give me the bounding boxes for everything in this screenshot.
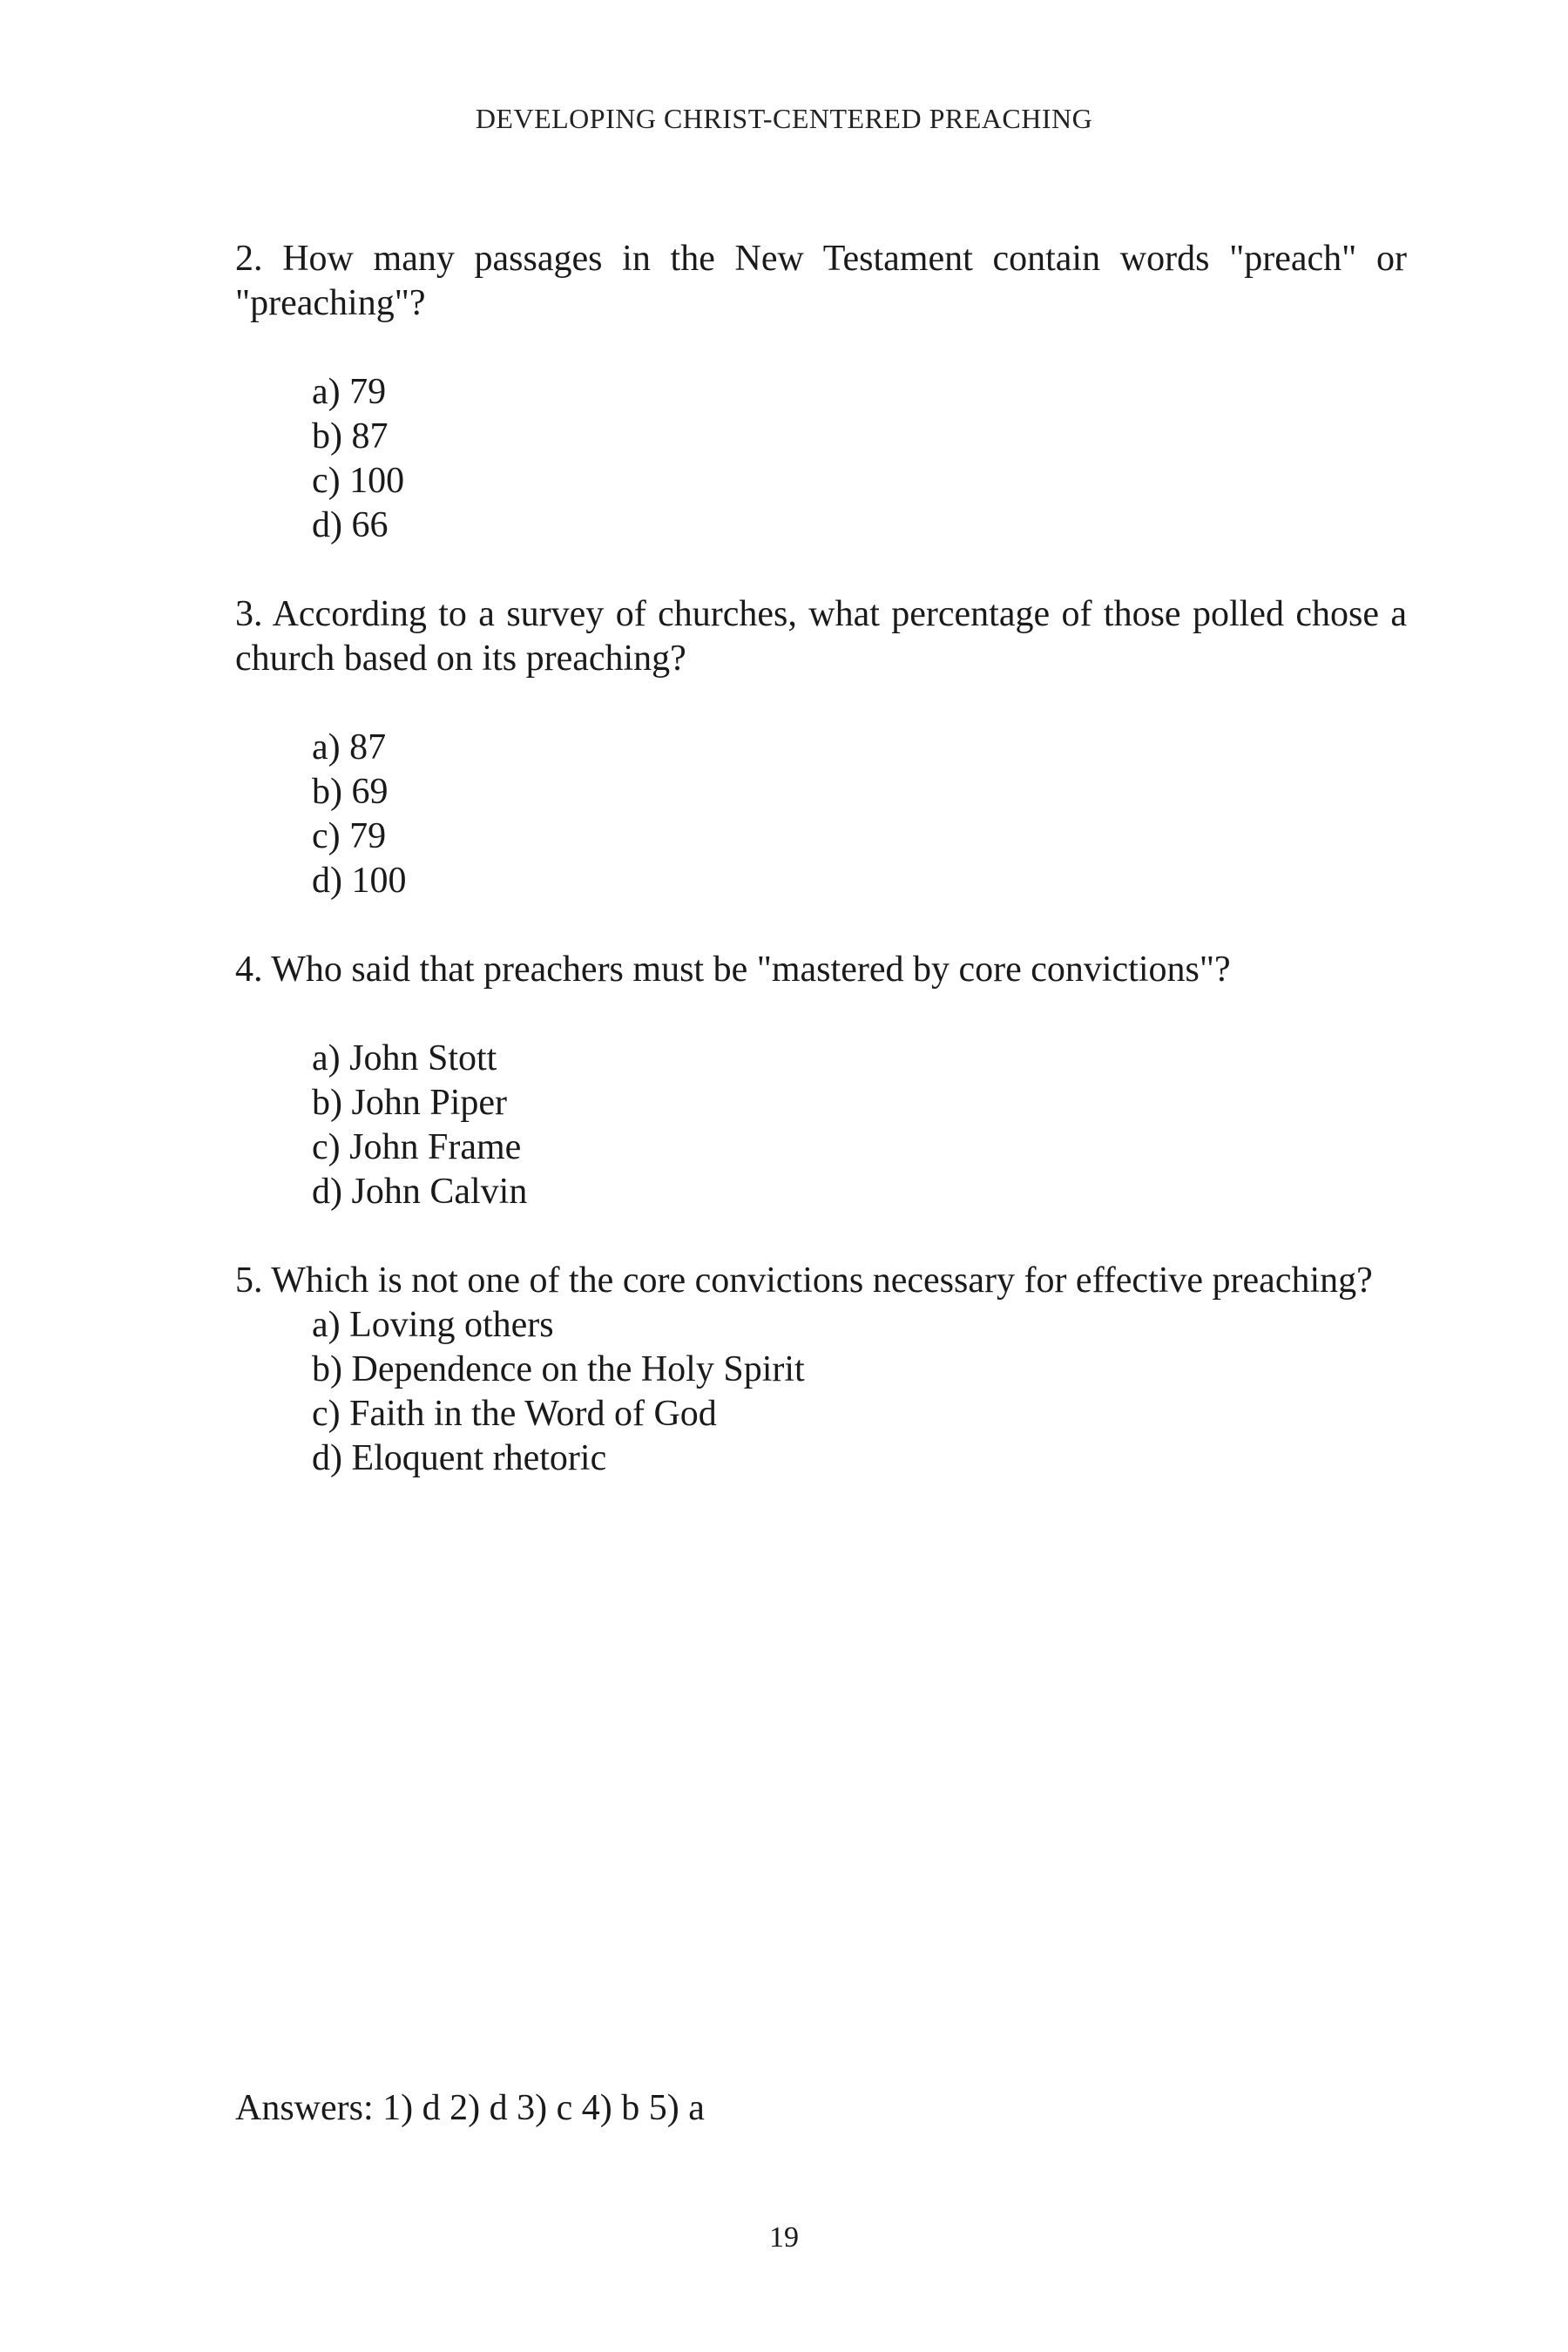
option-3c: c) 79 [312, 816, 387, 856]
question-4: 4. Who said that preachers must be "mastered by core convictions"? [235, 950, 1231, 990]
option-4b: b) John Piper [312, 1083, 507, 1123]
quiz-content [235, 237, 1407, 1525]
option-5b: b) Dependence on the Holy Spirit [312, 1349, 805, 1389]
option-2b: b) 87 [312, 416, 389, 456]
option-5a: a) Loving others [312, 1305, 554, 1345]
option-2a: a) 79 [312, 372, 387, 412]
option-4a: a) John Stott [312, 1038, 497, 1078]
question-5: 5. Which is not one of the core convictions necessary for effective preaching? [235, 1260, 1373, 1301]
option-5c: c) Faith in the Word of God [312, 1394, 717, 1434]
question-2: 2. How many passages in the New Testament contain words "preach" or "preaching"? [235, 239, 1407, 323]
option-3a: a) 87 [312, 727, 387, 767]
option-2d: d) 66 [312, 505, 389, 545]
option-2c: c) 100 [312, 461, 405, 501]
option-5d: d) Eloquent rhetoric [312, 1438, 607, 1478]
question-4-options [235, 1037, 1407, 1214]
question-3-options [235, 726, 1407, 903]
running-header: DEVELOPING CHRIST-CENTERED PREACHING [475, 103, 1093, 134]
option-4d: d) John Calvin [312, 1172, 528, 1212]
question-3: 3. According to a survey of churches, what percentage of those polled chose a church based on its preaching? [235, 594, 1407, 679]
option-3d: d) 100 [312, 861, 407, 901]
answer-key: Answers: 1) d 2) d 3) c 4) b 5) a [235, 2088, 705, 2128]
option-3b: b) 69 [312, 772, 389, 812]
page-number: 19 [769, 2221, 799, 2254]
question-5-options [235, 1303, 1407, 1481]
option-4c: c) John Frame [312, 1127, 522, 1167]
question-2-options [235, 370, 1407, 548]
